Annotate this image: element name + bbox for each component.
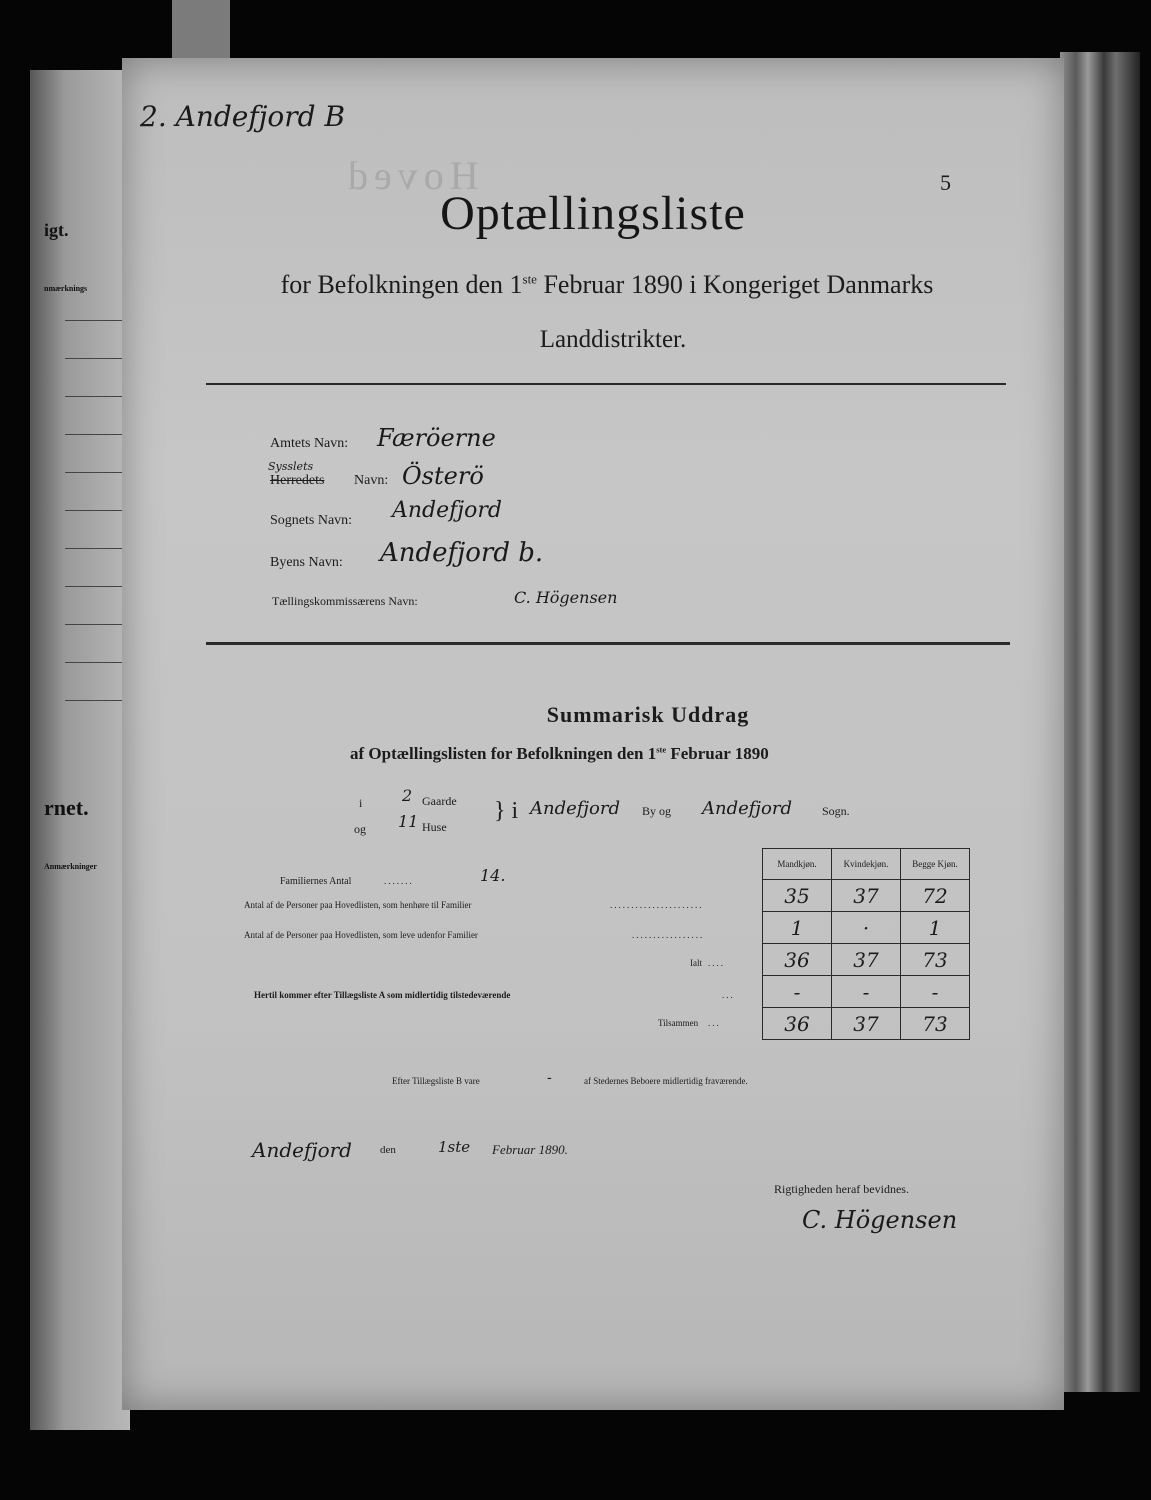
col-header-both: Begge Kjøn. bbox=[901, 849, 970, 880]
table-cell: - bbox=[763, 976, 832, 1008]
herred-value: Österö bbox=[402, 462, 484, 490]
census-form-page: 2. Andefjord B Hoved 5 Optællingsliste for Befolkningen den 1ste Februar 1890 i Kongeriget Danmarks Landdistrikter. Amtets Navn: Færöerne Sysslets Herredets Navn: Österö Sognets Navn: Andefjord Byens Navn: Andefjord b. Tællingskommissærens Navn: C. Högensen Summarisk Uddrag af Optællingslisten for Befolkningen den 1ste Februar 1890 i 2 Gaarde og 11 Huse } i Andefjord By og Andefjord Sogn. Mandkjøn. Kvindekjøn. Begge Kjøn. 35 37 72 1 · 1 36 37 73 - - - 36 37 73 Familiernes Antal ....... 14. Antal af de Personer paa Hovedlisten, som henhøre til Familier ...................... Antal af de Personer paa Hovedlisten, som leve udenfor Familier ................. Ialt .... Hertil kommer efter Tillægsliste A som midlertidig tilstedeværende ... Tilsammen ... Efter Tillægsliste B vare - af Stedernes Beboere midlertidig fraværende. Andefjord den 1ste Februar 1890. Rigtigheden heraf bevidnes. C. Högensen bbox=[122, 58, 1064, 1410]
summary-sogn-value: Andefjord bbox=[702, 798, 792, 819]
huse-label: Huse bbox=[422, 820, 447, 834]
table-cell: 73 bbox=[901, 1008, 970, 1040]
brace-i: } i bbox=[494, 798, 519, 824]
table-cell: 1 bbox=[901, 912, 970, 944]
sogn-value: Andefjord bbox=[392, 498, 502, 523]
margin-note: 2. Andefjord B bbox=[140, 100, 346, 133]
table-row bbox=[763, 912, 970, 944]
huse-count: 11 bbox=[398, 812, 419, 831]
tillaeg-b-prefix: Efter Tillægsliste B vare bbox=[392, 1076, 480, 1086]
gaarde-label: Gaarde bbox=[422, 794, 457, 808]
adjacent-left-page bbox=[30, 70, 130, 1430]
tillaeg-b-suffix: af Stedernes Beboere midlertidig fraværende. bbox=[584, 1076, 748, 1086]
left-page-fragment: igt. bbox=[44, 220, 69, 240]
table-row bbox=[763, 944, 970, 976]
signature: C. Högensen bbox=[802, 1206, 958, 1234]
table-cell: - bbox=[832, 976, 901, 1008]
date-day: 1ste bbox=[438, 1138, 471, 1156]
table-row bbox=[763, 976, 970, 1008]
certify-text: Rigtigheden heraf bevidnes. bbox=[774, 1182, 909, 1196]
row-label: Tilsammen bbox=[658, 1018, 699, 1028]
summary-sogn-label: Sogn. bbox=[822, 804, 850, 818]
table-cell: 37 bbox=[832, 944, 901, 976]
form-subtitle-line2: Landdistrikter. bbox=[539, 326, 687, 353]
left-page-fragment: nmærknings bbox=[44, 284, 88, 293]
by-value: Andefjord b. bbox=[380, 538, 544, 568]
table-cell: 37 bbox=[832, 1008, 901, 1040]
table-cell: 36 bbox=[763, 944, 832, 976]
place: Andefjord bbox=[252, 1138, 352, 1162]
divider bbox=[206, 383, 1006, 385]
row-label: Antal af de Personer paa Hovedlisten, som henhøre til Familier bbox=[244, 900, 472, 910]
amt-label: Amtets Navn: bbox=[270, 436, 349, 451]
date-rest: Februar 1890. bbox=[492, 1142, 568, 1157]
row-label: Hertil kommer efter Tillægsliste A som midlertidig tilstedeværende bbox=[254, 990, 511, 1000]
form-subtitle: for Befolkningen den 1ste Februar 1890 i Kongeriget Danmarks bbox=[280, 270, 934, 299]
herred-label: Herredets bbox=[270, 473, 325, 488]
page-number: 5 bbox=[940, 170, 951, 195]
gaarde-count: 2 bbox=[402, 786, 413, 805]
table-cell: 73 bbox=[901, 944, 970, 976]
amt-value: Færöerne bbox=[377, 424, 496, 452]
summary-by-value: Andefjord bbox=[530, 798, 620, 819]
syssel-correction: Sysslets bbox=[268, 460, 314, 473]
table-row bbox=[763, 880, 970, 912]
summary-title: Summarisk Uddrag bbox=[546, 702, 750, 727]
row-label: Ialt bbox=[690, 958, 702, 968]
table-cell: 35 bbox=[763, 880, 832, 912]
population-table bbox=[762, 848, 970, 1040]
divider bbox=[206, 642, 1010, 645]
table-cell: 36 bbox=[763, 1008, 832, 1040]
row-label: Antal af de Personer paa Hovedlisten, som leve udenfor Familier bbox=[244, 930, 478, 940]
left-page-fragment: Anmærkninger bbox=[44, 862, 97, 871]
familier-value: 14. bbox=[480, 866, 506, 885]
tillaeg-b-value: - bbox=[547, 1070, 552, 1086]
table-cell: · bbox=[832, 912, 901, 944]
by-label: Byens Navn: bbox=[270, 555, 343, 570]
col-header-female: Kvindekjøn. bbox=[832, 849, 901, 880]
summary-subtitle: af Optællingslisten for Befolkningen den 1ste Februar 1890 bbox=[350, 744, 769, 763]
summary-by-label: By og bbox=[642, 804, 672, 818]
table-cell: 72 bbox=[901, 880, 970, 912]
i-label: i bbox=[359, 796, 363, 810]
form-title: Optællingsliste bbox=[440, 187, 746, 240]
table-cell: 37 bbox=[832, 880, 901, 912]
table-cell: 1 bbox=[763, 912, 832, 944]
herred-suffix: Navn: bbox=[354, 473, 389, 488]
kommissaer-value: C. Högensen bbox=[514, 588, 618, 607]
bleed-through-text: Hoved bbox=[342, 153, 479, 198]
familier-label: Familiernes Antal bbox=[280, 876, 352, 887]
table-row bbox=[763, 1008, 970, 1040]
kommissaer-label: Tællingskommissærens Navn: bbox=[272, 594, 418, 608]
table-cell: - bbox=[901, 976, 970, 1008]
og-label: og bbox=[354, 822, 366, 836]
page-stack-edge bbox=[1060, 52, 1140, 1392]
sogn-label: Sognets Navn: bbox=[270, 513, 353, 528]
col-header-male: Mandkjøn. bbox=[763, 849, 832, 880]
left-page-fragment: rnet. bbox=[44, 795, 89, 820]
den-label: den bbox=[380, 1144, 396, 1156]
